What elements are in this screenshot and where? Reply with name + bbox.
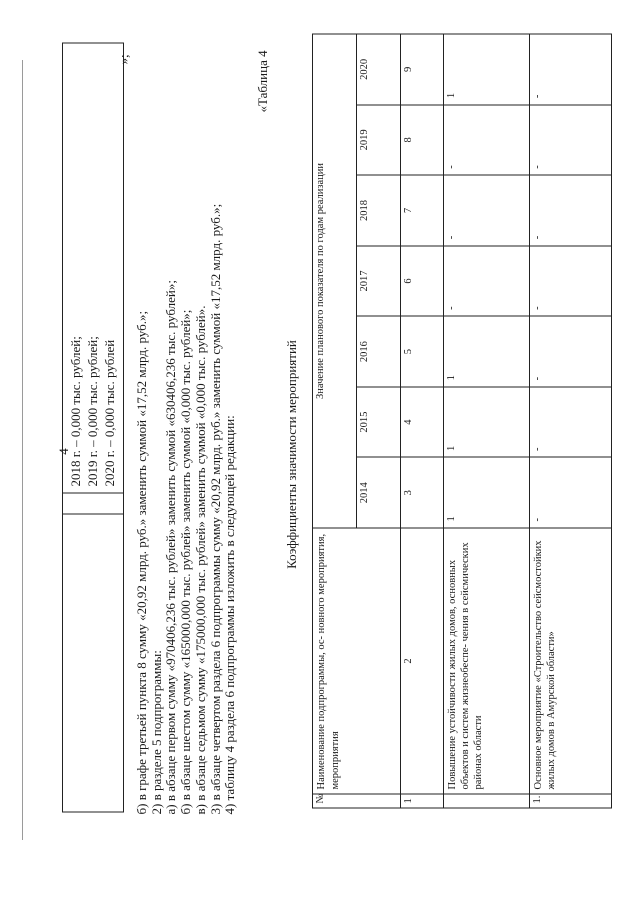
row-value: -: [530, 175, 612, 246]
paragraph: в) в абзаце седьмом сумму «175000,000 тыс. рублей» заменить суммой «0,000 тыс. рублей».: [192, 305, 208, 815]
row-value: 1: [444, 457, 530, 528]
table-divider: [63, 514, 123, 515]
column-index: 8: [401, 105, 444, 176]
header-name: Наименование подпрограммы, ос- новного мероприятия, мероприятия: [313, 528, 401, 794]
funding-line: 2019 г. – 0,000 тыс. рублей;: [85, 336, 100, 487]
row-value: -: [530, 316, 612, 387]
table-index-row: [401, 34, 444, 808]
paragraph: 3) в абзаце четвертом раздела 6 подпрограммы сумму «20,92 млрд. руб.» заменить суммой «17,52 млрд. руб.»;: [207, 203, 223, 815]
funding-lines: [67, 336, 118, 486]
closing-quote: »;: [116, 54, 131, 65]
paragraph: 4) таблицу 4 раздела 6 подпрограммы изложить в следующей редакции:: [222, 415, 238, 815]
table-title: Коэффициенты значимости мероприятий: [284, 340, 299, 569]
row-value: 1: [444, 34, 530, 105]
header-group: Значение планового показателя по годам реализации: [313, 34, 357, 528]
column-index: 2: [401, 528, 444, 794]
row-value: -: [530, 387, 612, 458]
page-number: 4: [56, 448, 71, 455]
row-value: -: [444, 175, 530, 246]
row-value: -: [530, 105, 612, 176]
table-header-row: [313, 34, 357, 808]
table-divider: [63, 493, 123, 494]
year-header: 2018: [357, 175, 401, 246]
row-name: Повышение устойчивости жилых домов, основных объектов и систем жизнеобеспе- чения в сейсмических районах области: [444, 528, 530, 794]
row-value: -: [530, 457, 612, 528]
header-number: №: [313, 794, 401, 808]
column-index: 7: [401, 175, 444, 246]
row-value: 1: [444, 316, 530, 387]
paragraph: б) в графе третьей пункта 8 сумму «20,92 млрд. руб.» заменить суммой «17,52 млрд. руб.»;: [134, 310, 149, 815]
column-index: 5: [401, 316, 444, 387]
row-number: 1.: [530, 794, 612, 808]
column-index: 3: [401, 457, 444, 528]
row-number: [444, 794, 530, 808]
year-header: 2017: [357, 246, 401, 317]
year-header: 2019: [357, 105, 401, 176]
row-value: -: [530, 34, 612, 105]
column-index: 1: [401, 794, 444, 808]
row-value: -: [444, 246, 530, 317]
funding-table-fragment: [62, 43, 124, 813]
row-value: -: [444, 105, 530, 176]
row-name: Основное мероприятие «Строительство сейсмостойких жилых домов в Амурской области»: [530, 528, 612, 794]
column-index: 9: [401, 34, 444, 105]
table-row: [530, 34, 612, 808]
paragraph: б) в абзаце шестом сумму «165000,000 тыс. рублей» заменить суммой «0,000 тыс. рублей»;: [178, 309, 194, 815]
funding-line: 2020 г. – 0,000 тыс. рублей: [102, 339, 117, 487]
year-header: 2020: [357, 34, 401, 105]
row-value: 1: [444, 387, 530, 458]
year-header: 2016: [357, 316, 401, 387]
table-caption: «Таблица 4: [255, 50, 270, 113]
column-index: 6: [401, 246, 444, 317]
row-value: -: [530, 246, 612, 317]
significance-coefficients-table: [312, 34, 612, 809]
funding-line: 2018 г. – 0,000 тыс. рублей;: [68, 336, 83, 487]
year-header: 2015: [357, 387, 401, 458]
table-row: [444, 34, 530, 808]
paragraph: а) в абзаце первом сумму «970406,236 тыс. рублей» заменить суммой «630406,236 тыс. рублей»;: [163, 280, 179, 815]
amendment-paragraphs: [135, 15, 238, 815]
year-header: 2014: [357, 457, 401, 528]
paragraph: 2) в разделе 5 подпрограммы:: [148, 650, 164, 815]
column-index: 4: [401, 387, 444, 458]
